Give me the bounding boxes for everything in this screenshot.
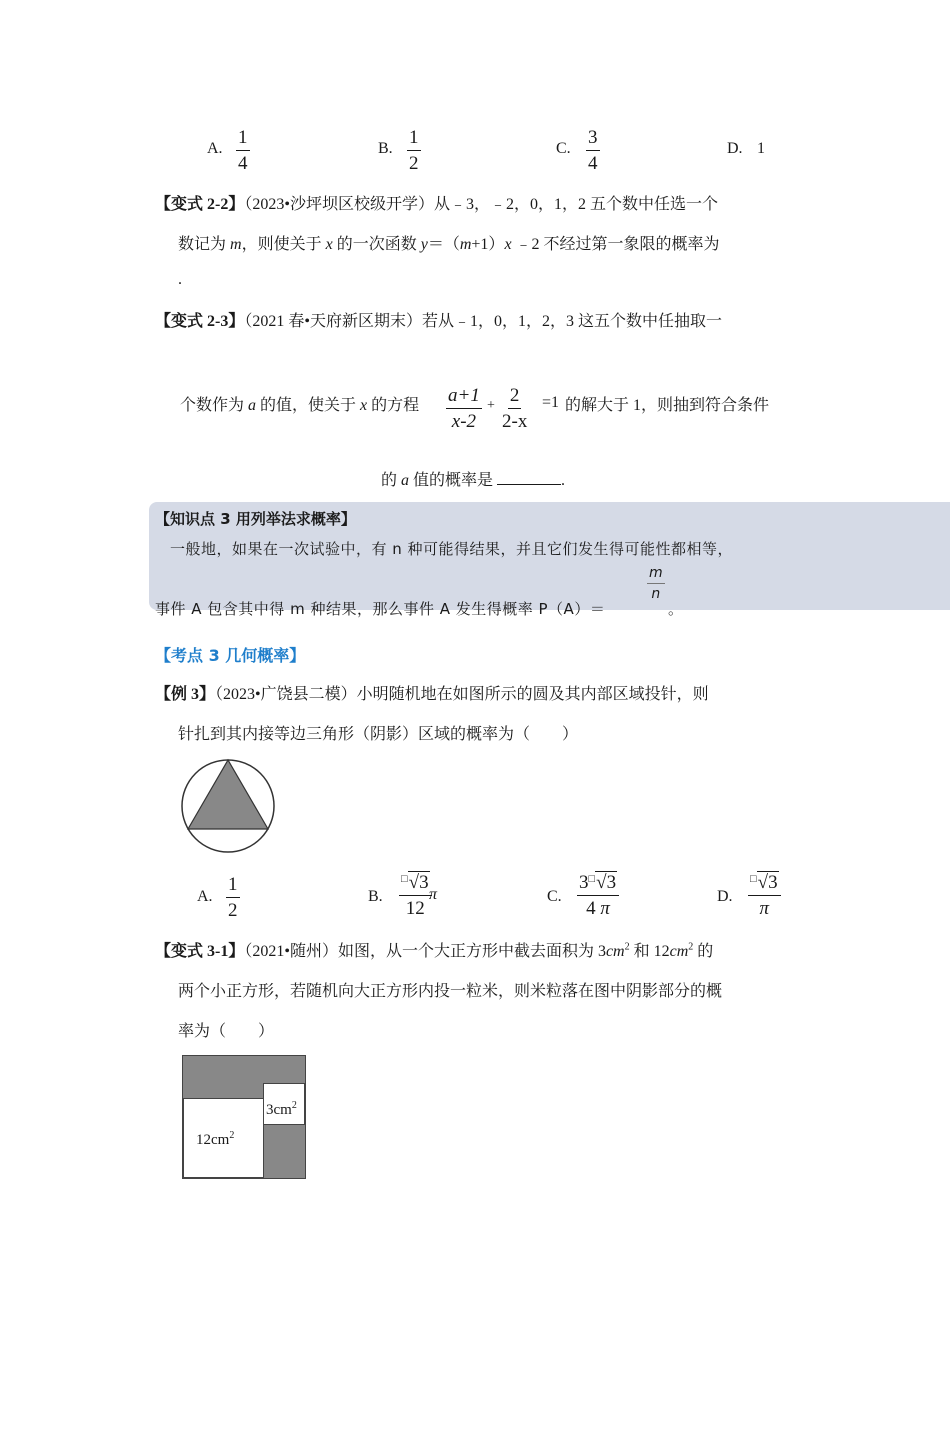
square-3cm2-label: $3cm^2$ (266, 1100, 297, 1118)
variant-2-3-line3: 的 a 值的概率是 . (381, 472, 566, 489)
option-d-value: 1 (757, 140, 765, 157)
variant-3-1-line1: 【变式 3-1】（2021•随州）如图，从一个大正方形中截去面积为 $3cm^2$ 和 $12cm^2$ 的 (155, 941, 714, 960)
variant-2-3-line1: 【变式 2-3】（2021 春•天府新区期末）若从﹣1，0，1，2，3 这五个数中任抽取一 (155, 313, 722, 330)
option-c-label: C. (556, 140, 571, 157)
answer-blank (497, 470, 561, 485)
ex3-option-b-value: $\frac{^□√3}{12}$ (399, 873, 432, 918)
option-a-value: $\frac{1}{4}$ (238, 127, 248, 174)
variant-2-2-line1: 【变式 2-2】（2023•沙坪坝区校级开学）从﹣3，﹣2，0，1，2 五个数中任选一个 (155, 196, 718, 213)
variant-3-1-line3: 率为（ ） (178, 1023, 275, 1040)
variant-2-3-line2-end: 的解大于 1，则抽到符合条件 (565, 397, 770, 414)
option-b-value: $\frac{1}{2}$ (409, 127, 419, 174)
equation-fraction-2: $\frac{2}{2-x}$ (502, 385, 528, 432)
variant-2-2-line3: . (178, 271, 182, 288)
equation-fraction-1: $\frac{a+1}{x-2}$ (448, 385, 480, 432)
knowledge-point-line2-end: 。 (668, 600, 684, 618)
variant-2-2-line2: 数记为 m，则使关于 x 的一次函数 y＝（m+1）x ﹣2 不经过第一象限的概率为 (178, 236, 720, 253)
ex3-option-d-value: $\frac{^□√3}{\pi}$ (748, 873, 781, 918)
option-d-label: D. (727, 140, 743, 157)
equation-plus: + (487, 398, 495, 413)
ex3-option-a-value: $\frac{1}{2}$ (228, 874, 238, 921)
knowledge-point-line1: 一般地，如果在一次试验中，有 n 种可能得结果，并且它们发生得可能性都相等， (170, 540, 734, 558)
variant-2-3-line2-start: 个数作为 a 的值，使关于 x 的方程 (180, 397, 420, 414)
square-12cm2-label: $12cm^2$ (196, 1130, 235, 1148)
ex3-option-a-label: A. (197, 888, 213, 905)
knowledge-point-title: 【知识点 3 用列举法求概率】 (155, 510, 356, 528)
variant-3-1-line2: 两个小正方形，若随机向大正方形内投一粒米，则米粒落在图中阴影部分的概 (178, 983, 723, 1000)
knowledge-point-line2: 事件 A 包含其中得 m 种结果，那么事件 A 发生得概率 P（A）＝ (155, 600, 606, 618)
ex3-option-b-pi: π (429, 886, 438, 903)
example-3-line1: 【例 3】（2023•广饶县二模）小明随机地在如图所示的圆及其内部区域投针，则 (155, 686, 709, 703)
ex3-option-c-value: $\frac{3^□√3}{4 \pi}$ (577, 873, 619, 918)
option-a-label: A. (207, 140, 223, 157)
knowledge-point-fraction: $\frac{m}{n}$ (649, 565, 664, 602)
ex3-option-c-label: C. (547, 888, 562, 905)
equation-equals-one: =1 (542, 394, 560, 411)
option-b-label: B. (378, 140, 393, 157)
circle-triangle-figure (178, 757, 278, 857)
kaodian-3-title: 【考点 3 几何概率】 (155, 646, 306, 665)
ex3-option-d-label: D. (717, 888, 733, 905)
ex3-option-b-label: B. (368, 888, 383, 905)
example-3-line2: 针扎到其内接等边三角形（阴影）区域的概率为（ ） (178, 726, 579, 743)
option-c-value: $\frac{3}{4}$ (588, 127, 598, 174)
